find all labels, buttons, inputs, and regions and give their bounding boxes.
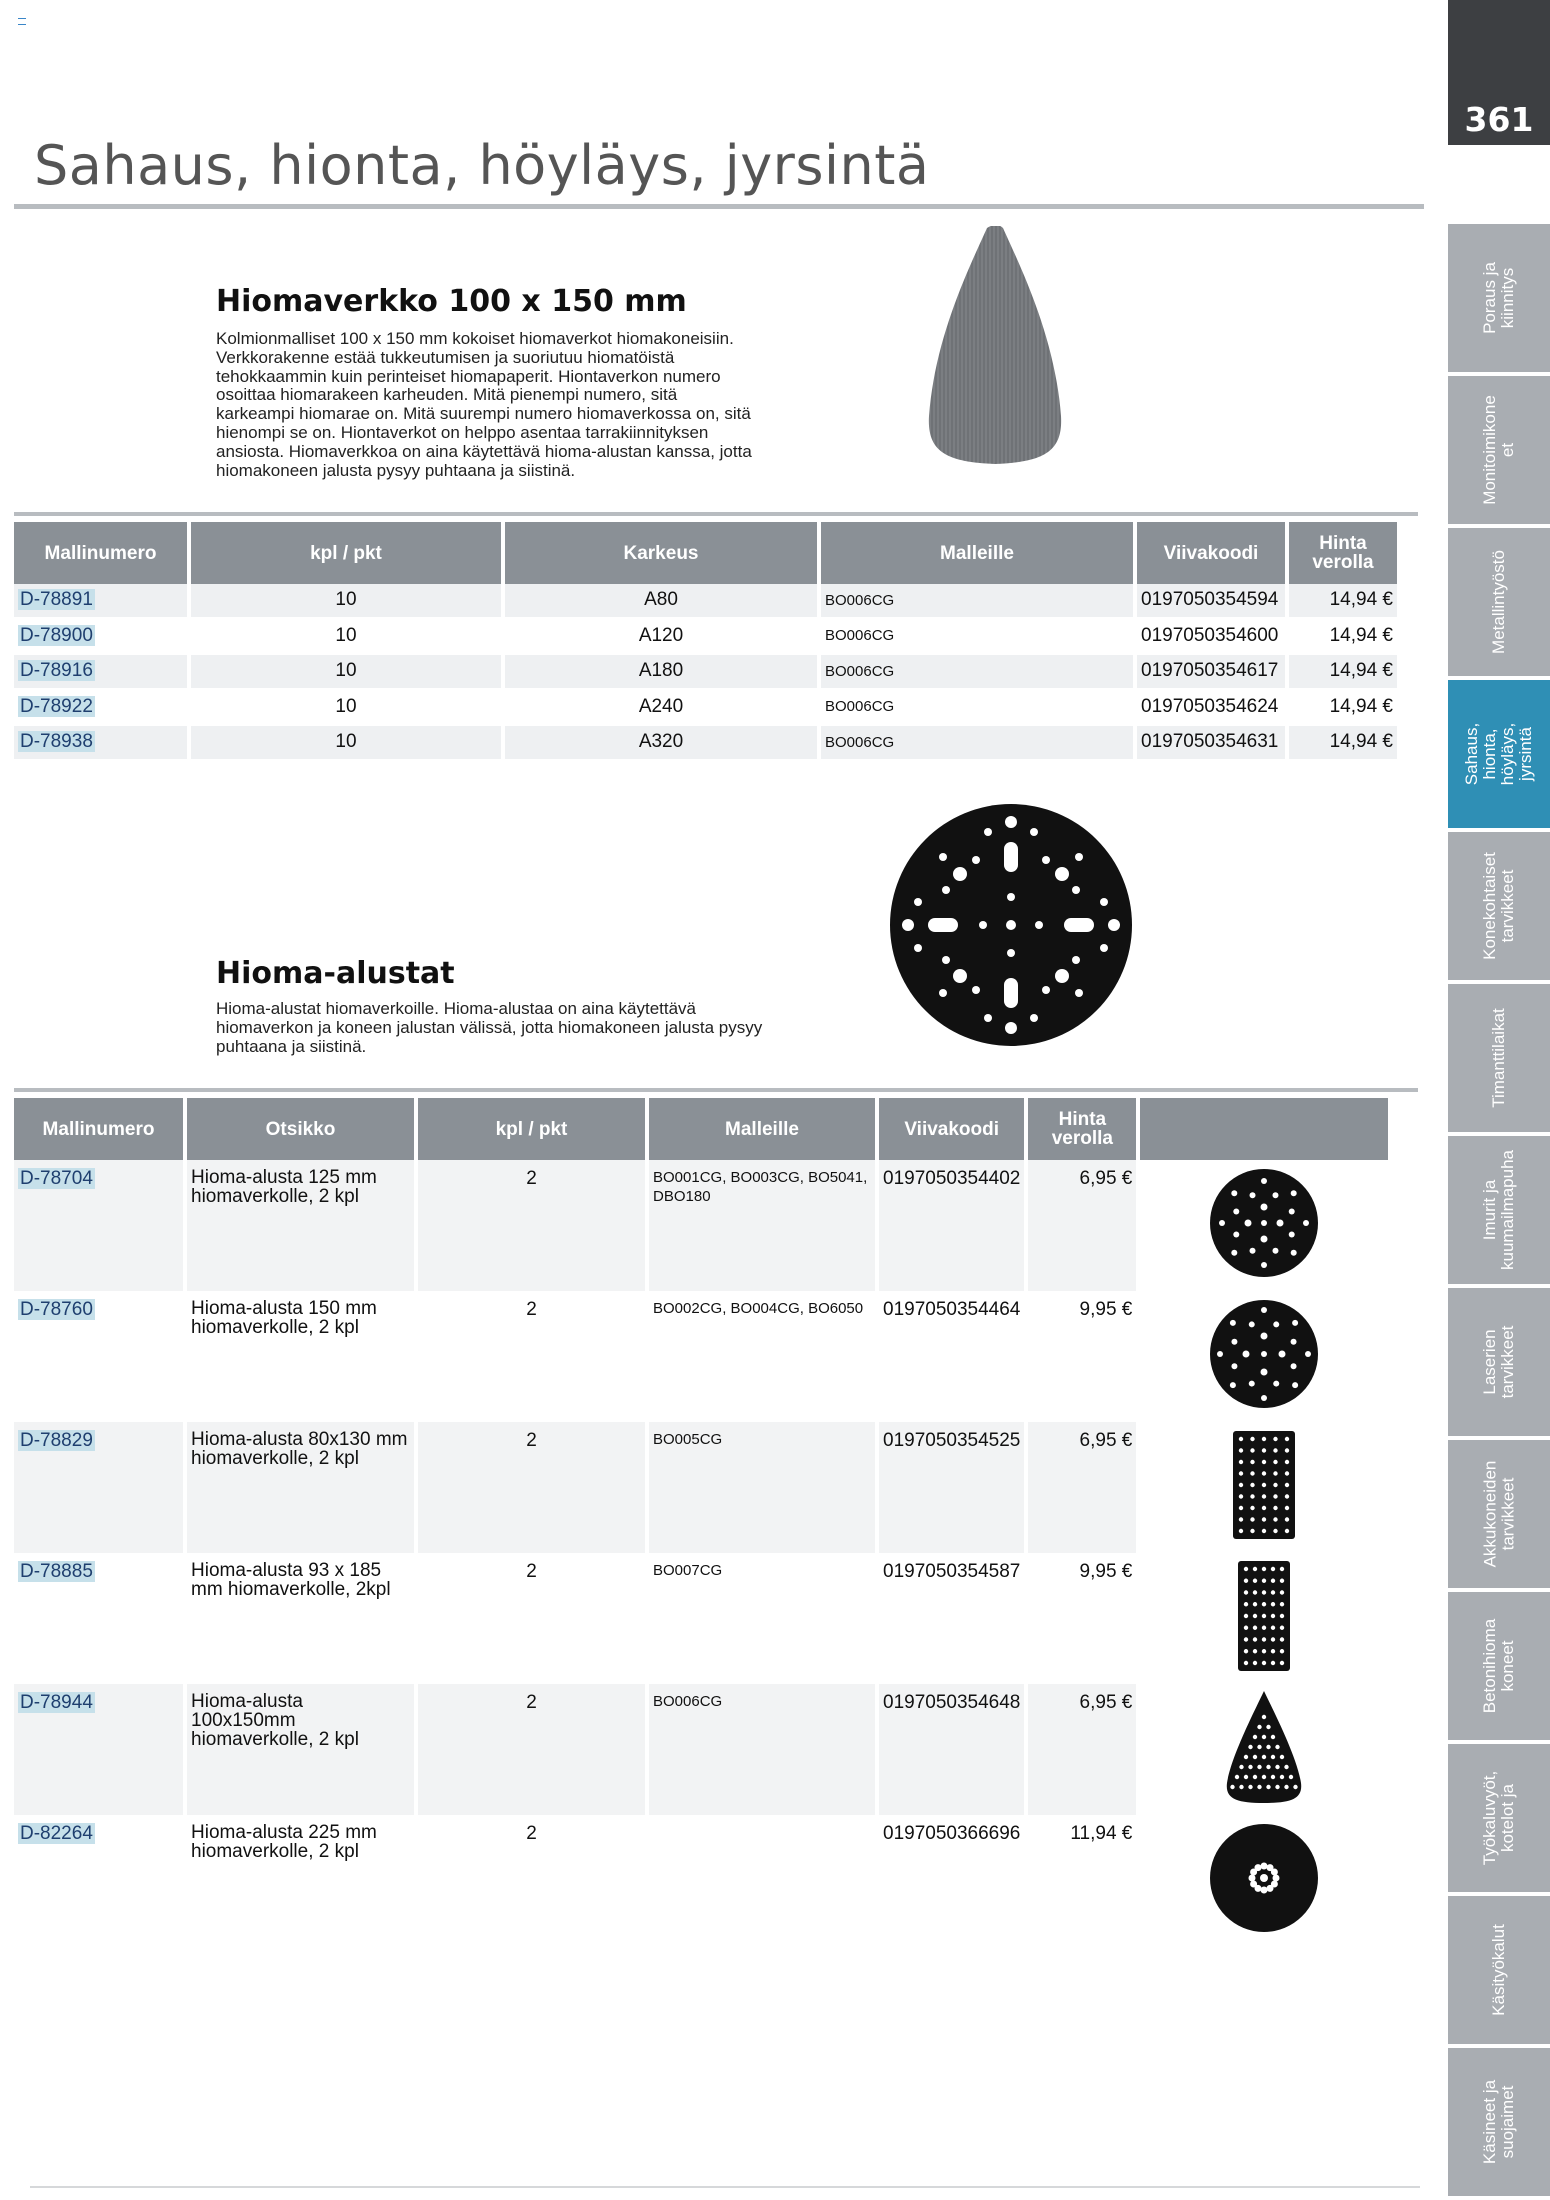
rect-pad-80x130-icon [1199, 1425, 1329, 1545]
column-header: Hinta verolla [1028, 1098, 1136, 1160]
table-row [14, 1815, 1388, 1946]
hiomaverkko-table [10, 522, 1401, 762]
side-tab-7[interactable] [1448, 1288, 1550, 1436]
product-title: Hioma-alusta 125 mm hiomaverkolle, 2 kpl [187, 1160, 414, 1291]
side-tab-strip [1448, 224, 1550, 2200]
side-tab-label: Metallintyöstö [1489, 550, 1508, 654]
side-tab-label: Betonihioma koneet [1480, 1618, 1517, 1714]
quantity: 10 [191, 691, 501, 727]
description-line: hiomaverkon ja koneen jalustan välissä, jotta hiomakoneen jalusta pysyy [216, 1017, 763, 1037]
price: 14,94 € [1289, 726, 1397, 762]
grit: A320 [505, 726, 817, 762]
side-tab-label: Sahaus, hionta, höyläys, jyrsintä [1462, 722, 1535, 786]
product-code[interactable]: D-78885 [20, 1561, 93, 1582]
price: 14,94 € [1289, 691, 1397, 727]
product-code[interactable]: D-78829 [20, 1430, 93, 1451]
table-row [14, 1291, 1388, 1422]
product-title: Hioma-alusta 93 x 185 mm hiomaverkolle, 2kpl [187, 1553, 414, 1684]
section-description-hioma-alustat [216, 1000, 762, 1056]
product-code[interactable]: D-78916 [20, 660, 93, 682]
grit: A80 [505, 584, 817, 620]
barcode: 0197050366696 [879, 1815, 1024, 1946]
barcode: 0197050354631 [1137, 726, 1285, 762]
product-code-cell [14, 1422, 183, 1553]
product-code-cell [14, 584, 187, 620]
description-line: osoittaa hiomarakeen karheuden. Mitä pienempi numero, sitä [216, 385, 678, 405]
side-tab-label: Laserien tarvikkeet [1480, 1325, 1517, 1399]
description-line: puhtaana ja siistinä. [216, 1036, 367, 1056]
side-tab-6[interactable] [1448, 1136, 1550, 1284]
description-line: tehokkaammin kuin perinteiset hiomapaperit. Hiontaverkon numero [216, 366, 721, 386]
column-header: Malleille [821, 522, 1133, 584]
side-tab-4[interactable] [1448, 832, 1550, 980]
description-line: Hioma-alustat hiomaverkoille. Hioma-alustaa on aina käytettävä [216, 999, 697, 1018]
table-row [14, 655, 1397, 691]
table-row [14, 726, 1397, 762]
product-title: Hioma-alusta 80x130 mm hiomaverkolle, 2 kpl [187, 1422, 414, 1553]
compatible-models: BO007CG [649, 1553, 875, 1684]
quantity: 2 [418, 1291, 645, 1422]
side-tab-3[interactable] [1448, 680, 1550, 828]
compatible-models: BO006CG [821, 655, 1133, 691]
compatible-models: BO006CG [821, 726, 1133, 762]
price: 14,94 € [1289, 655, 1397, 691]
grit: A120 [505, 620, 817, 656]
quantity: 10 [191, 584, 501, 620]
side-tab-label: Käsityökalut [1489, 1924, 1508, 2016]
description-line: Verkkorakenne estää tukkeutumisen ja suoriutuu hiomatöistä [216, 347, 675, 367]
compatible-models [649, 1815, 875, 1946]
side-tab-label: Poraus ja kiinnitys [1480, 262, 1517, 334]
product-code[interactable]: D-78922 [20, 695, 93, 717]
quantity: 10 [191, 655, 501, 691]
description-line: hiomakoneen jalusta pysyy puhtaana ja siistinä. [216, 460, 576, 480]
side-tab-1[interactable] [1448, 376, 1550, 524]
column-header: kpl / pkt [191, 522, 501, 584]
price: 9,95 € [1028, 1291, 1136, 1422]
price: 6,95 € [1028, 1684, 1136, 1815]
side-tab-label: Timanttilaikat [1489, 1008, 1508, 1108]
description-line: hienompi se on. Hiontaverkot on helppo asentaa tarrakiinnityksen [216, 422, 709, 442]
product-code[interactable]: D-78704 [20, 1168, 93, 1189]
product-code[interactable]: D-78938 [20, 731, 93, 753]
side-tab-12[interactable] [1448, 2048, 1550, 2196]
quantity: 2 [418, 1553, 645, 1684]
quantity: 2 [418, 1160, 645, 1291]
product-code[interactable]: D-78944 [20, 1692, 93, 1713]
table-row [14, 691, 1397, 727]
side-tab-11[interactable] [1448, 1896, 1550, 2044]
column-header: Otsikko [187, 1098, 414, 1160]
side-tab-5[interactable] [1448, 984, 1550, 1132]
sanding-pad-round-image [888, 802, 1134, 1048]
side-tab-label: Käsineet ja suojaimet [1480, 2079, 1517, 2165]
grit: A180 [505, 655, 817, 691]
product-image-cell [1140, 1291, 1388, 1422]
price: 6,95 € [1028, 1422, 1136, 1553]
barcode: 0197050354594 [1137, 584, 1285, 620]
description-line: karkeampi hiomarae on. Mitä suurempi numero hiomaverkossa on, sitä [216, 404, 751, 424]
description-line: Kolmionmalliset 100 x 150 mm kokoiset hiomaverkot hiomakoneisiin. [216, 329, 734, 348]
column-header: Karkeus [505, 522, 817, 584]
table-row [14, 1553, 1388, 1684]
product-image-cell [1140, 1553, 1388, 1684]
side-tab-9[interactable] [1448, 1592, 1550, 1740]
column-header: Malleille [649, 1098, 875, 1160]
product-code-cell [14, 620, 187, 656]
description-line: ansiosta. Hiomaverkkoa on aina käytettävä hioma-alustan kanssa, jotta [216, 441, 752, 461]
quantity: 2 [418, 1815, 645, 1946]
compatible-models: BO006CG [821, 620, 1133, 656]
side-tab-8[interactable] [1448, 1440, 1550, 1588]
product-code[interactable]: D-82264 [20, 1823, 93, 1844]
barcode: 0197050354600 [1137, 620, 1285, 656]
product-code-cell [14, 1291, 183, 1422]
column-header: Hinta verolla [1289, 522, 1397, 584]
column-header: Viivakoodi [1137, 522, 1285, 584]
compatible-models: BO006CG [649, 1684, 875, 1815]
price: 6,95 € [1028, 1160, 1136, 1291]
price: 14,94 € [1289, 584, 1397, 620]
side-tab-10[interactable] [1448, 1744, 1550, 1892]
table-row [14, 1684, 1388, 1815]
quantity: 2 [418, 1422, 645, 1553]
product-code[interactable]: D-78891 [20, 589, 93, 611]
price: 9,95 € [1028, 1553, 1136, 1684]
barcode: 0197050354587 [879, 1553, 1024, 1684]
section-title-hiomaverkko: Hiomaverkko 100 x 150 mm [216, 284, 687, 319]
bottom-divider [30, 2186, 1420, 2188]
quantity: 10 [191, 620, 501, 656]
compatible-models: BO005CG [649, 1422, 875, 1553]
barcode: 0197050354464 [879, 1291, 1024, 1422]
sanding-mesh-triangle-image [925, 226, 1065, 470]
side-tab-label: Konekohtaiset tarvikkeet [1480, 852, 1517, 960]
column-header-image [1140, 1098, 1388, 1160]
section-divider [14, 512, 1418, 516]
product-code[interactable]: D-78900 [20, 624, 93, 646]
barcode: 0197050354402 [879, 1160, 1024, 1291]
compatible-models: BO006CG [821, 691, 1133, 727]
side-tab-0[interactable] [1448, 224, 1550, 372]
section-title-hioma-alustat: Hioma-alustat [216, 956, 455, 991]
hioma-alustat-table [10, 1098, 1392, 1946]
table-row [14, 620, 1397, 656]
barcode: 0197050354525 [879, 1422, 1024, 1553]
barcode: 0197050354648 [879, 1684, 1024, 1815]
product-code[interactable]: D-78760 [20, 1299, 93, 1320]
rect-pad-93x185-icon [1199, 1556, 1329, 1676]
column-header: kpl / pkt [418, 1098, 645, 1160]
barcode: 0197050354617 [1137, 655, 1285, 691]
compatible-models: BO002CG, BO004CG, BO6050 [649, 1291, 875, 1422]
product-code-cell [14, 1684, 183, 1815]
quantity: 2 [418, 1684, 645, 1815]
column-header: Mallinumero [14, 1098, 183, 1160]
round-pad-150-icon [1199, 1294, 1329, 1414]
product-image-cell [1140, 1422, 1388, 1553]
product-code-cell [14, 655, 187, 691]
side-tab-label: Imurit ja kuumailmapuha [1480, 1149, 1518, 1271]
product-code-cell [14, 1553, 183, 1684]
product-code-cell [14, 1160, 183, 1291]
section-divider [14, 1088, 1418, 1092]
table-row [14, 1160, 1388, 1291]
page-title: Sahaus, hionta, höyläys, jyrsintä [34, 134, 930, 197]
product-code-cell [14, 726, 187, 762]
product-code-cell [14, 1815, 183, 1946]
product-image-cell [1140, 1160, 1388, 1291]
compatible-models: BO006CG [821, 584, 1133, 620]
page-number-tab [1448, 0, 1550, 145]
product-image-cell [1140, 1684, 1388, 1815]
price: 11,94 € [1028, 1815, 1136, 1946]
side-tab-2[interactable] [1448, 528, 1550, 676]
quantity: 10 [191, 726, 501, 762]
barcode: 0197050354624 [1137, 691, 1285, 727]
side-tab-label: Monitoimikone et [1480, 395, 1518, 505]
compatible-models: BO001CG, BO003CG, BO5041, DBO180 [649, 1160, 875, 1291]
grit: A240 [505, 691, 817, 727]
corner-mark [18, 18, 26, 25]
section-description-hiomaverkko [216, 330, 752, 480]
triangle-pad-icon [1199, 1687, 1329, 1807]
table-row [14, 1422, 1388, 1553]
round-pad-125-icon [1199, 1163, 1329, 1283]
product-title: Hioma-alusta 100x150mm hiomaverkolle, 2 kpl [187, 1684, 414, 1815]
side-tab-label: Akkukoneiden tarvikkeet [1480, 1460, 1517, 1568]
column-header: Mallinumero [14, 522, 187, 584]
title-divider [14, 204, 1424, 209]
product-image-cell [1140, 1815, 1388, 1946]
round-pad-225-icon [1199, 1818, 1329, 1938]
product-title: Hioma-alusta 150 mm hiomaverkolle, 2 kpl [187, 1291, 414, 1422]
side-tab-label: Työkaluvyöt, kotelot ja [1480, 1770, 1517, 1866]
product-code-cell [14, 691, 187, 727]
table-row [14, 584, 1397, 620]
column-header: Viivakoodi [879, 1098, 1024, 1160]
page-number: 361 [1464, 100, 1534, 139]
price: 14,94 € [1289, 620, 1397, 656]
product-title: Hioma-alusta 225 mm hiomaverkolle, 2 kpl [187, 1815, 414, 1946]
